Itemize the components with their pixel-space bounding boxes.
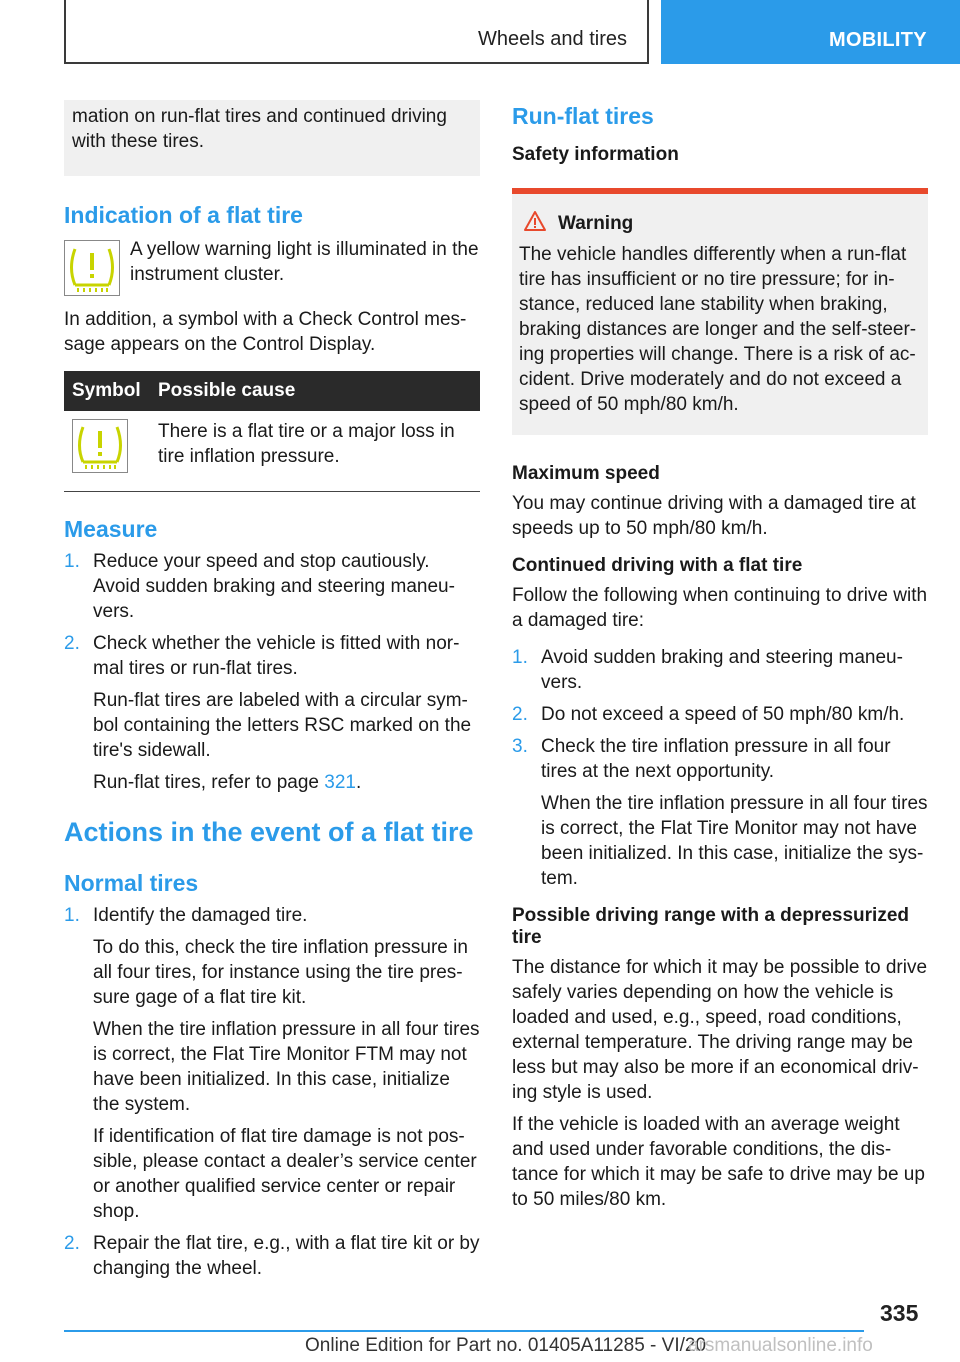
footer-divider bbox=[64, 1330, 864, 1332]
right-column bbox=[512, 100, 928, 1212]
continued-driving-list bbox=[512, 645, 928, 891]
intro-box bbox=[64, 100, 480, 176]
step-number: 1. bbox=[64, 551, 80, 572]
step-subtext: If identification of flat tire damage is not pos- sible, please contact a dealer’s service center or another qualified service center or repair shop. bbox=[93, 1126, 477, 1222]
driving-range-text: The distance for which it may be possible to drive safely varies depending on how the vehicle is loaded and used, e.g., speed, road conditions, external temperature. The driving range may be less but may also be more if an economical driv- ing style is used. bbox=[512, 957, 928, 1103]
step-text: Check whether the vehicle is fitted with nor- mal tires or run-flat tires. bbox=[93, 633, 460, 679]
list-item bbox=[64, 1231, 480, 1281]
step-text: Check the tire inflation pressure in all four tires at the next opportunity. bbox=[541, 736, 891, 782]
list-item bbox=[512, 702, 928, 727]
continued-driving-text: Follow the following when continuing to drive with a damaged tire: bbox=[512, 585, 928, 631]
step-number: 2. bbox=[64, 1233, 80, 1254]
warning-text: The vehicle handles differently when a run-flat tire has insufficient or no tire pressure; for in- stance, reduced lane stability when braking, braking distances are longer and the self-steer- ing properties will change. There is a risk of ac- cident. Drive moderately and do not exceed a speed of 50 mph/80 km/h. bbox=[519, 244, 917, 415]
warning-title-row bbox=[519, 210, 920, 242]
flat-tire-warning-icon bbox=[64, 240, 120, 296]
warning-label: Warning bbox=[558, 213, 634, 234]
step-subtext: To do this, check the tire inflation pressure in all four tires, for instance using the tire pres- sure gage of a flat tire kit. bbox=[93, 937, 468, 1008]
step-text: Avoid sudden braking and steering maneu- vers. bbox=[541, 647, 903, 693]
left-column bbox=[64, 100, 480, 1288]
watermark: arsmanualsonline.info bbox=[688, 1335, 873, 1356]
table-cell-cause: There is a flat tire or a major loss in tire inflation pressure. bbox=[150, 411, 480, 492]
step-number: 3. bbox=[512, 736, 528, 757]
step-number: 2. bbox=[512, 704, 528, 725]
driving-range-heading: Possible driving range with a depressurized tire bbox=[512, 905, 909, 948]
flat-tire-symbol-icon bbox=[72, 419, 128, 473]
table-header-symbol: Symbol bbox=[64, 371, 150, 411]
step-text: Repair the flat tire, e.g., with a flat tire kit or by changing the wheel. bbox=[93, 1233, 480, 1279]
section-title: Wheels and tires bbox=[478, 28, 627, 50]
table-row bbox=[64, 411, 480, 492]
safety-heading: Safety information bbox=[512, 144, 679, 165]
symbol-table bbox=[64, 371, 480, 492]
step-subtext: Run-flat tires are labeled with a circular sym- bol containing the letters RSC marked on the tire's sidewall. bbox=[93, 690, 472, 761]
warning-box bbox=[512, 188, 928, 435]
max-speed-heading: Maximum speed bbox=[512, 463, 660, 484]
continued-driving-heading: Continued driving with a flat tire bbox=[512, 555, 803, 576]
step-subtext bbox=[93, 770, 480, 795]
max-speed-text: You may continue driving with a damaged tire at speeds up to 50 mph/80 km/h. bbox=[512, 493, 916, 539]
list-item bbox=[512, 645, 928, 695]
header-chapter-tab bbox=[661, 0, 960, 64]
edition-text: Online Edition for Part no. 01405A11285 - VI/20 bbox=[305, 1335, 707, 1356]
driving-range-text-2: If the vehicle is loaded with an average weight and used under favorable conditions, the dis- tance for which it may be safe to drive may be up to 50 miles/80 km. bbox=[512, 1114, 925, 1210]
step-text: Reduce your speed and stop cautiously. Avoid sudden braking and steering maneu- vers. bbox=[93, 551, 455, 622]
page-ref-prefix: Run-flat tires, refer to page bbox=[93, 772, 325, 793]
list-item bbox=[64, 903, 480, 1224]
header-section-box bbox=[64, 0, 649, 64]
run-flat-heading: Run-flat tires bbox=[512, 103, 654, 129]
measure-heading: Measure bbox=[64, 516, 158, 542]
normal-tires-list bbox=[64, 903, 480, 1281]
table-header-cause: Possible cause bbox=[150, 371, 480, 411]
list-item bbox=[64, 631, 480, 795]
indication-row bbox=[64, 237, 480, 301]
indication-heading: Indication of a flat tire bbox=[64, 202, 303, 228]
step-text: Identify the damaged tire. bbox=[93, 905, 308, 926]
list-item bbox=[512, 734, 928, 891]
step-text: Do not exceed a speed of 50 mph/80 km/h. bbox=[541, 704, 905, 725]
page-ref-link[interactable]: 321 bbox=[324, 772, 356, 793]
measure-list bbox=[64, 549, 480, 795]
intro-text: mation on run-flat tires and continued driving with these tires. bbox=[72, 106, 447, 152]
page-ref-suffix: . bbox=[355, 772, 362, 793]
step-number: 1. bbox=[512, 647, 528, 668]
actions-heading: Actions in the event of a flat tire bbox=[64, 817, 474, 847]
indication-extra-text: In addition, a symbol with a Check Control mes- sage appears on the Control Display. bbox=[64, 309, 467, 355]
chapter-title: MOBILITY bbox=[829, 29, 927, 51]
page-number: 335 bbox=[880, 1300, 919, 1326]
warning-triangle-icon bbox=[523, 210, 547, 237]
normal-tires-heading: Normal tires bbox=[64, 870, 199, 896]
indication-text: A yellow warning light is illuminated in the instrument cluster. bbox=[130, 239, 479, 285]
step-subtext: When the tire inflation pressure in all four tires is correct, the Flat Tire Monitor may not have been initialized. In this case, initialize the sys- tem. bbox=[541, 793, 928, 889]
list-item bbox=[64, 549, 480, 624]
step-subtext: When the tire inflation pressure in all four tires is correct, the Flat Tire Monitor FTM may not have been initialized. In this case, initialize the system. bbox=[93, 1019, 480, 1115]
step-number: 1. bbox=[64, 905, 80, 926]
step-number: 2. bbox=[64, 633, 80, 654]
